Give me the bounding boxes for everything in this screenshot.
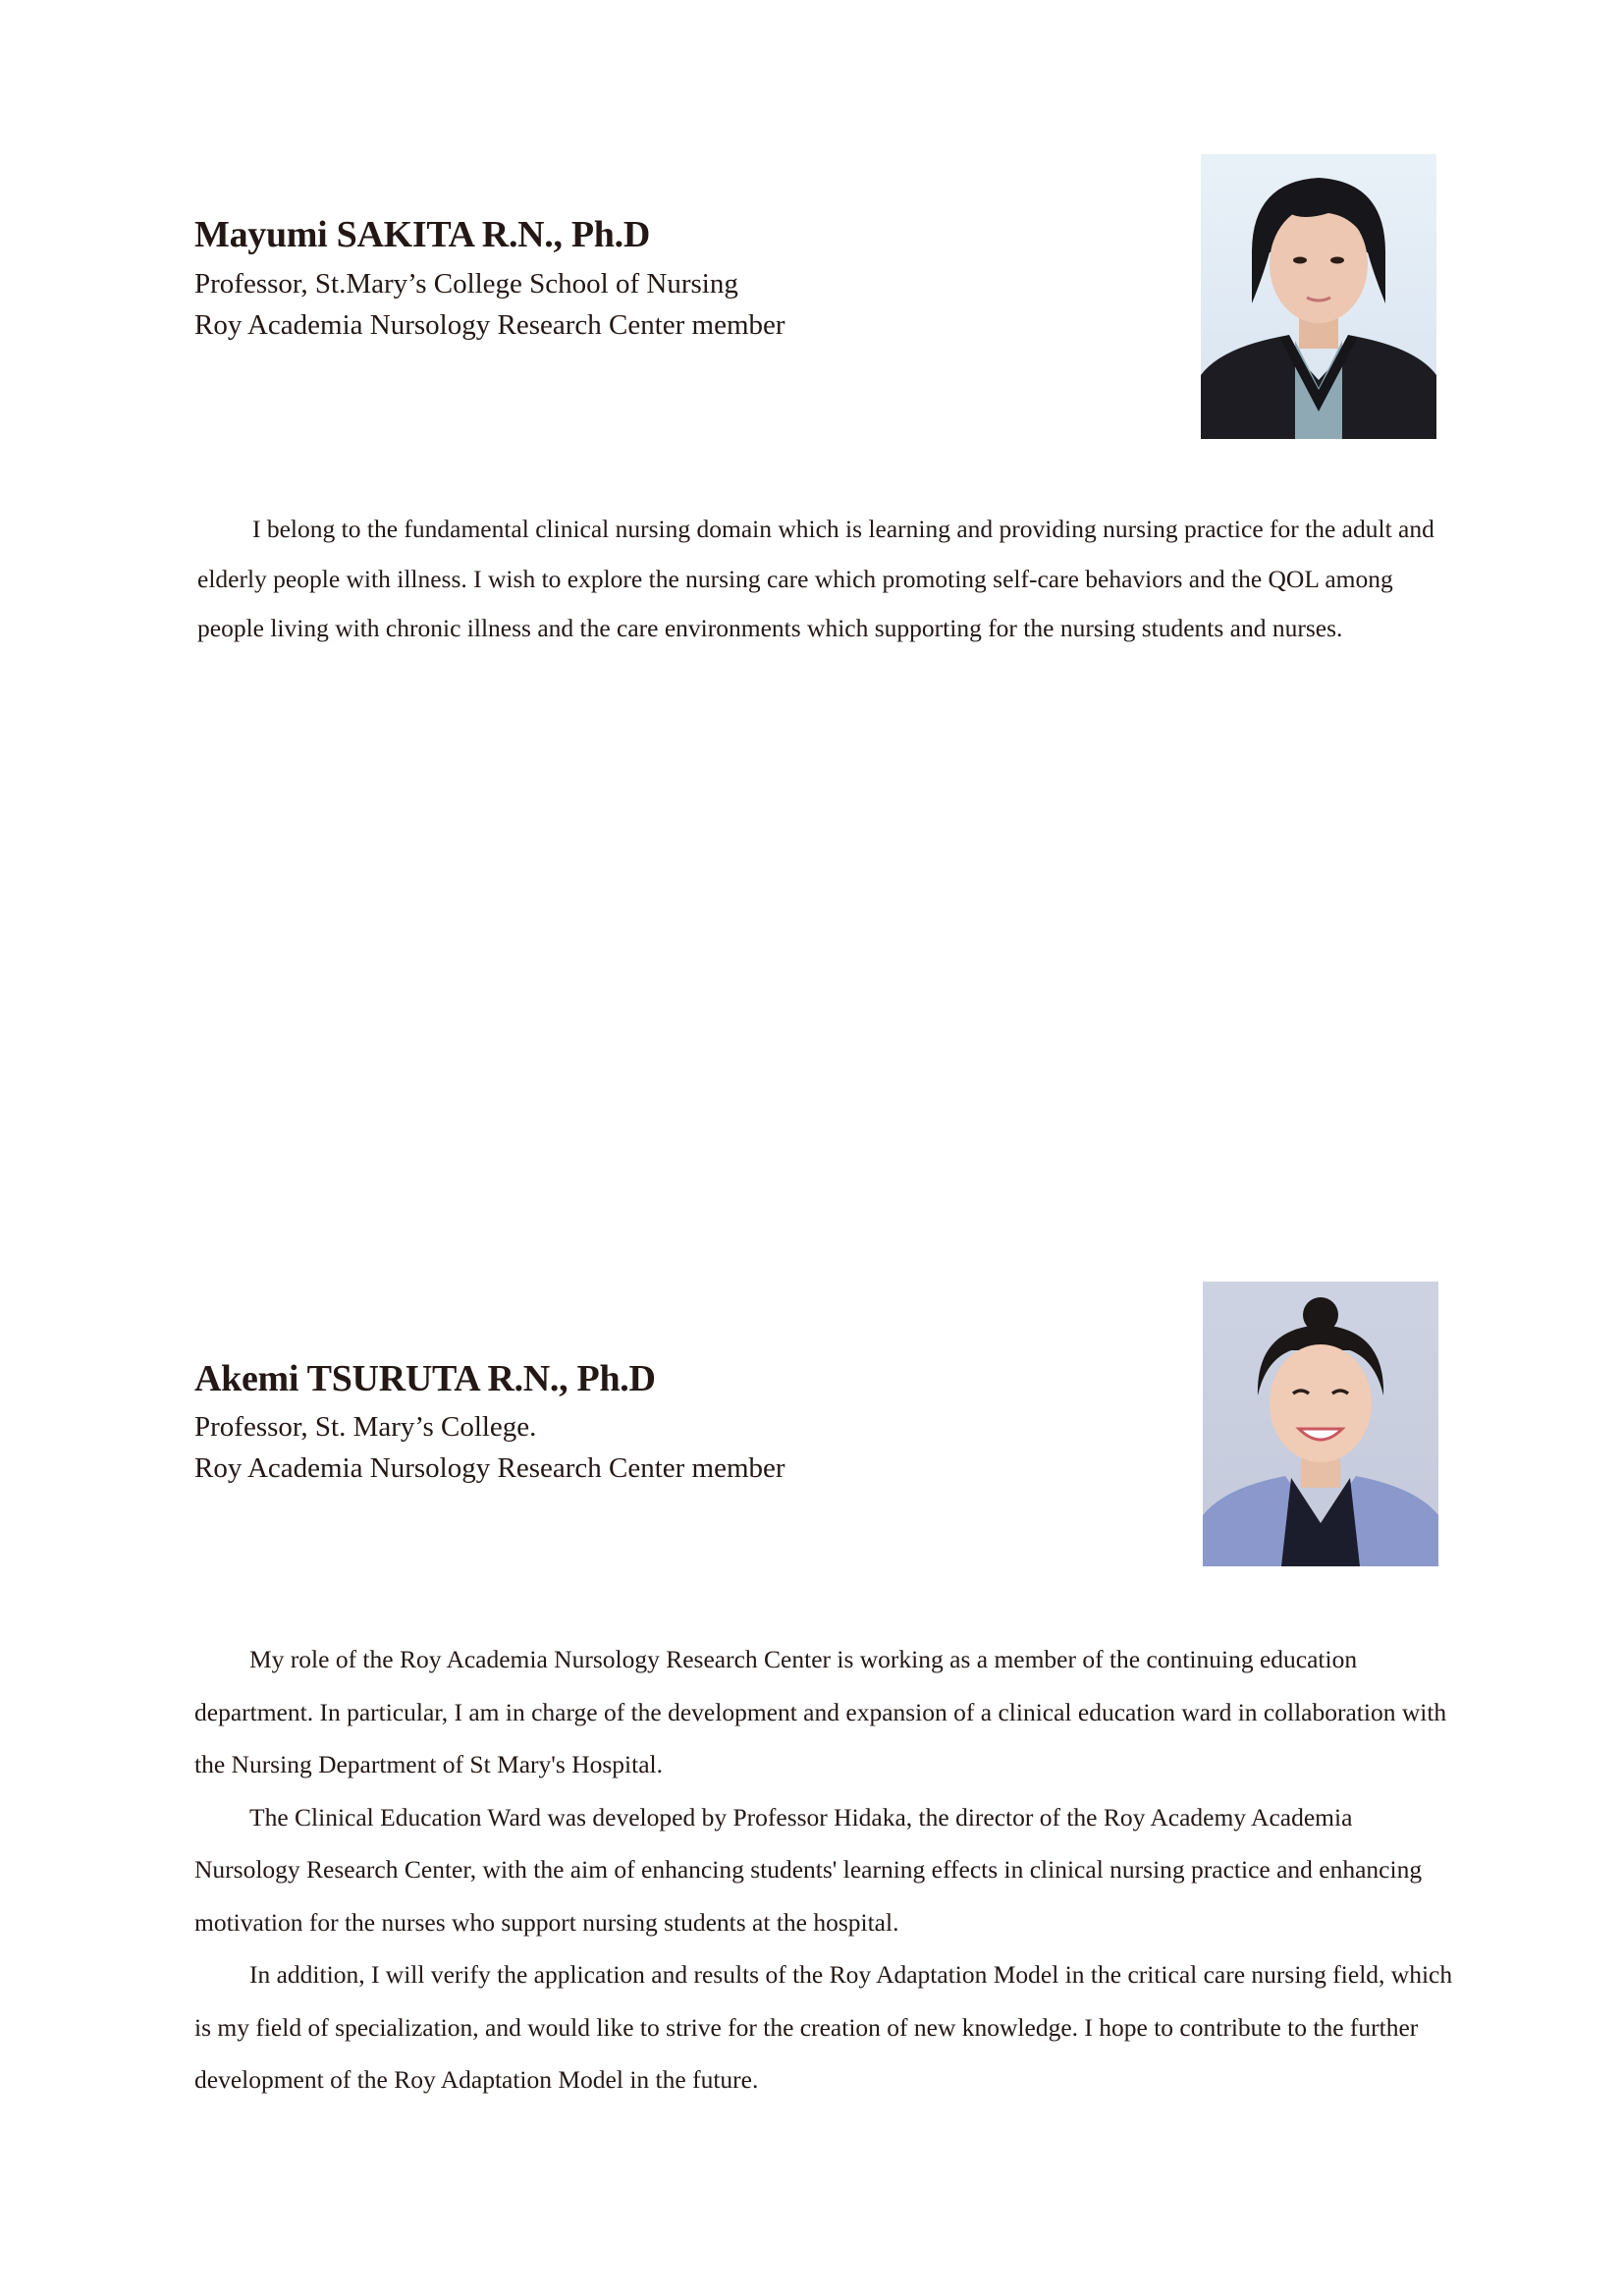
profile-photo	[1201, 154, 1436, 439]
bio-paragraph: My role of the Roy Academia Nursology Research Center is working as a member of the continuing education department. In particular, I am in charge of the development and expansion of a clinical education ward in collaboration with the Nursing Department of St Mary's Hospital.	[194, 1645, 1447, 1778]
bio-paragraph: In addition, I will verify the application and results of the Roy Adaptation Model in the critical care nursing field, which is my field of specialization, and would like to strive for the creation of new knowledge. I hope to contribute to the further development of the Roy Adaptation Model in the future.	[194, 1960, 1453, 2094]
profile-bio	[197, 505, 1444, 654]
affiliation-line: Roy Academia Nursology Research Center member	[194, 309, 785, 341]
profile-bio	[194, 1633, 1461, 2106]
profile-affiliation	[194, 1406, 785, 1489]
profile-name: Akemi TSURUTA R.N., Ph.D	[194, 1358, 656, 1399]
bio-paragraph: The Clinical Education Ward was developed by Professor Hidaka, the director of the Roy Academy Academia Nursology Research Center, with the aim of enhancing students' learning effects in clinical nursing practice and enhancing motivation for the nurses who support nursing students at the hospital.	[194, 1802, 1423, 1937]
portrait-illustration	[1201, 154, 1436, 439]
affiliation-line: Roy Academia Nursology Research Center member	[194, 1452, 785, 1484]
affiliation-line: Professor, St. Mary’s College.	[194, 1411, 537, 1443]
profile-name: Mayumi SAKITA R.N., Ph.D	[194, 214, 650, 255]
affiliation-line: Professor, St.Mary’s College School of Nursing	[194, 268, 738, 300]
profile-affiliation	[194, 263, 785, 346]
bio-paragraph: I belong to the fundamental clinical nursing domain which is learning and providing nursing practice for the adult and elderly people with illness. I wish to explore the nursing care which promoting self-care behaviors and the QOL among people living with chronic illness and the care environments which supporting for the nursing students and nurses.	[197, 515, 1434, 642]
profile-photo	[1203, 1282, 1438, 1566]
portrait-illustration	[1203, 1282, 1438, 1566]
